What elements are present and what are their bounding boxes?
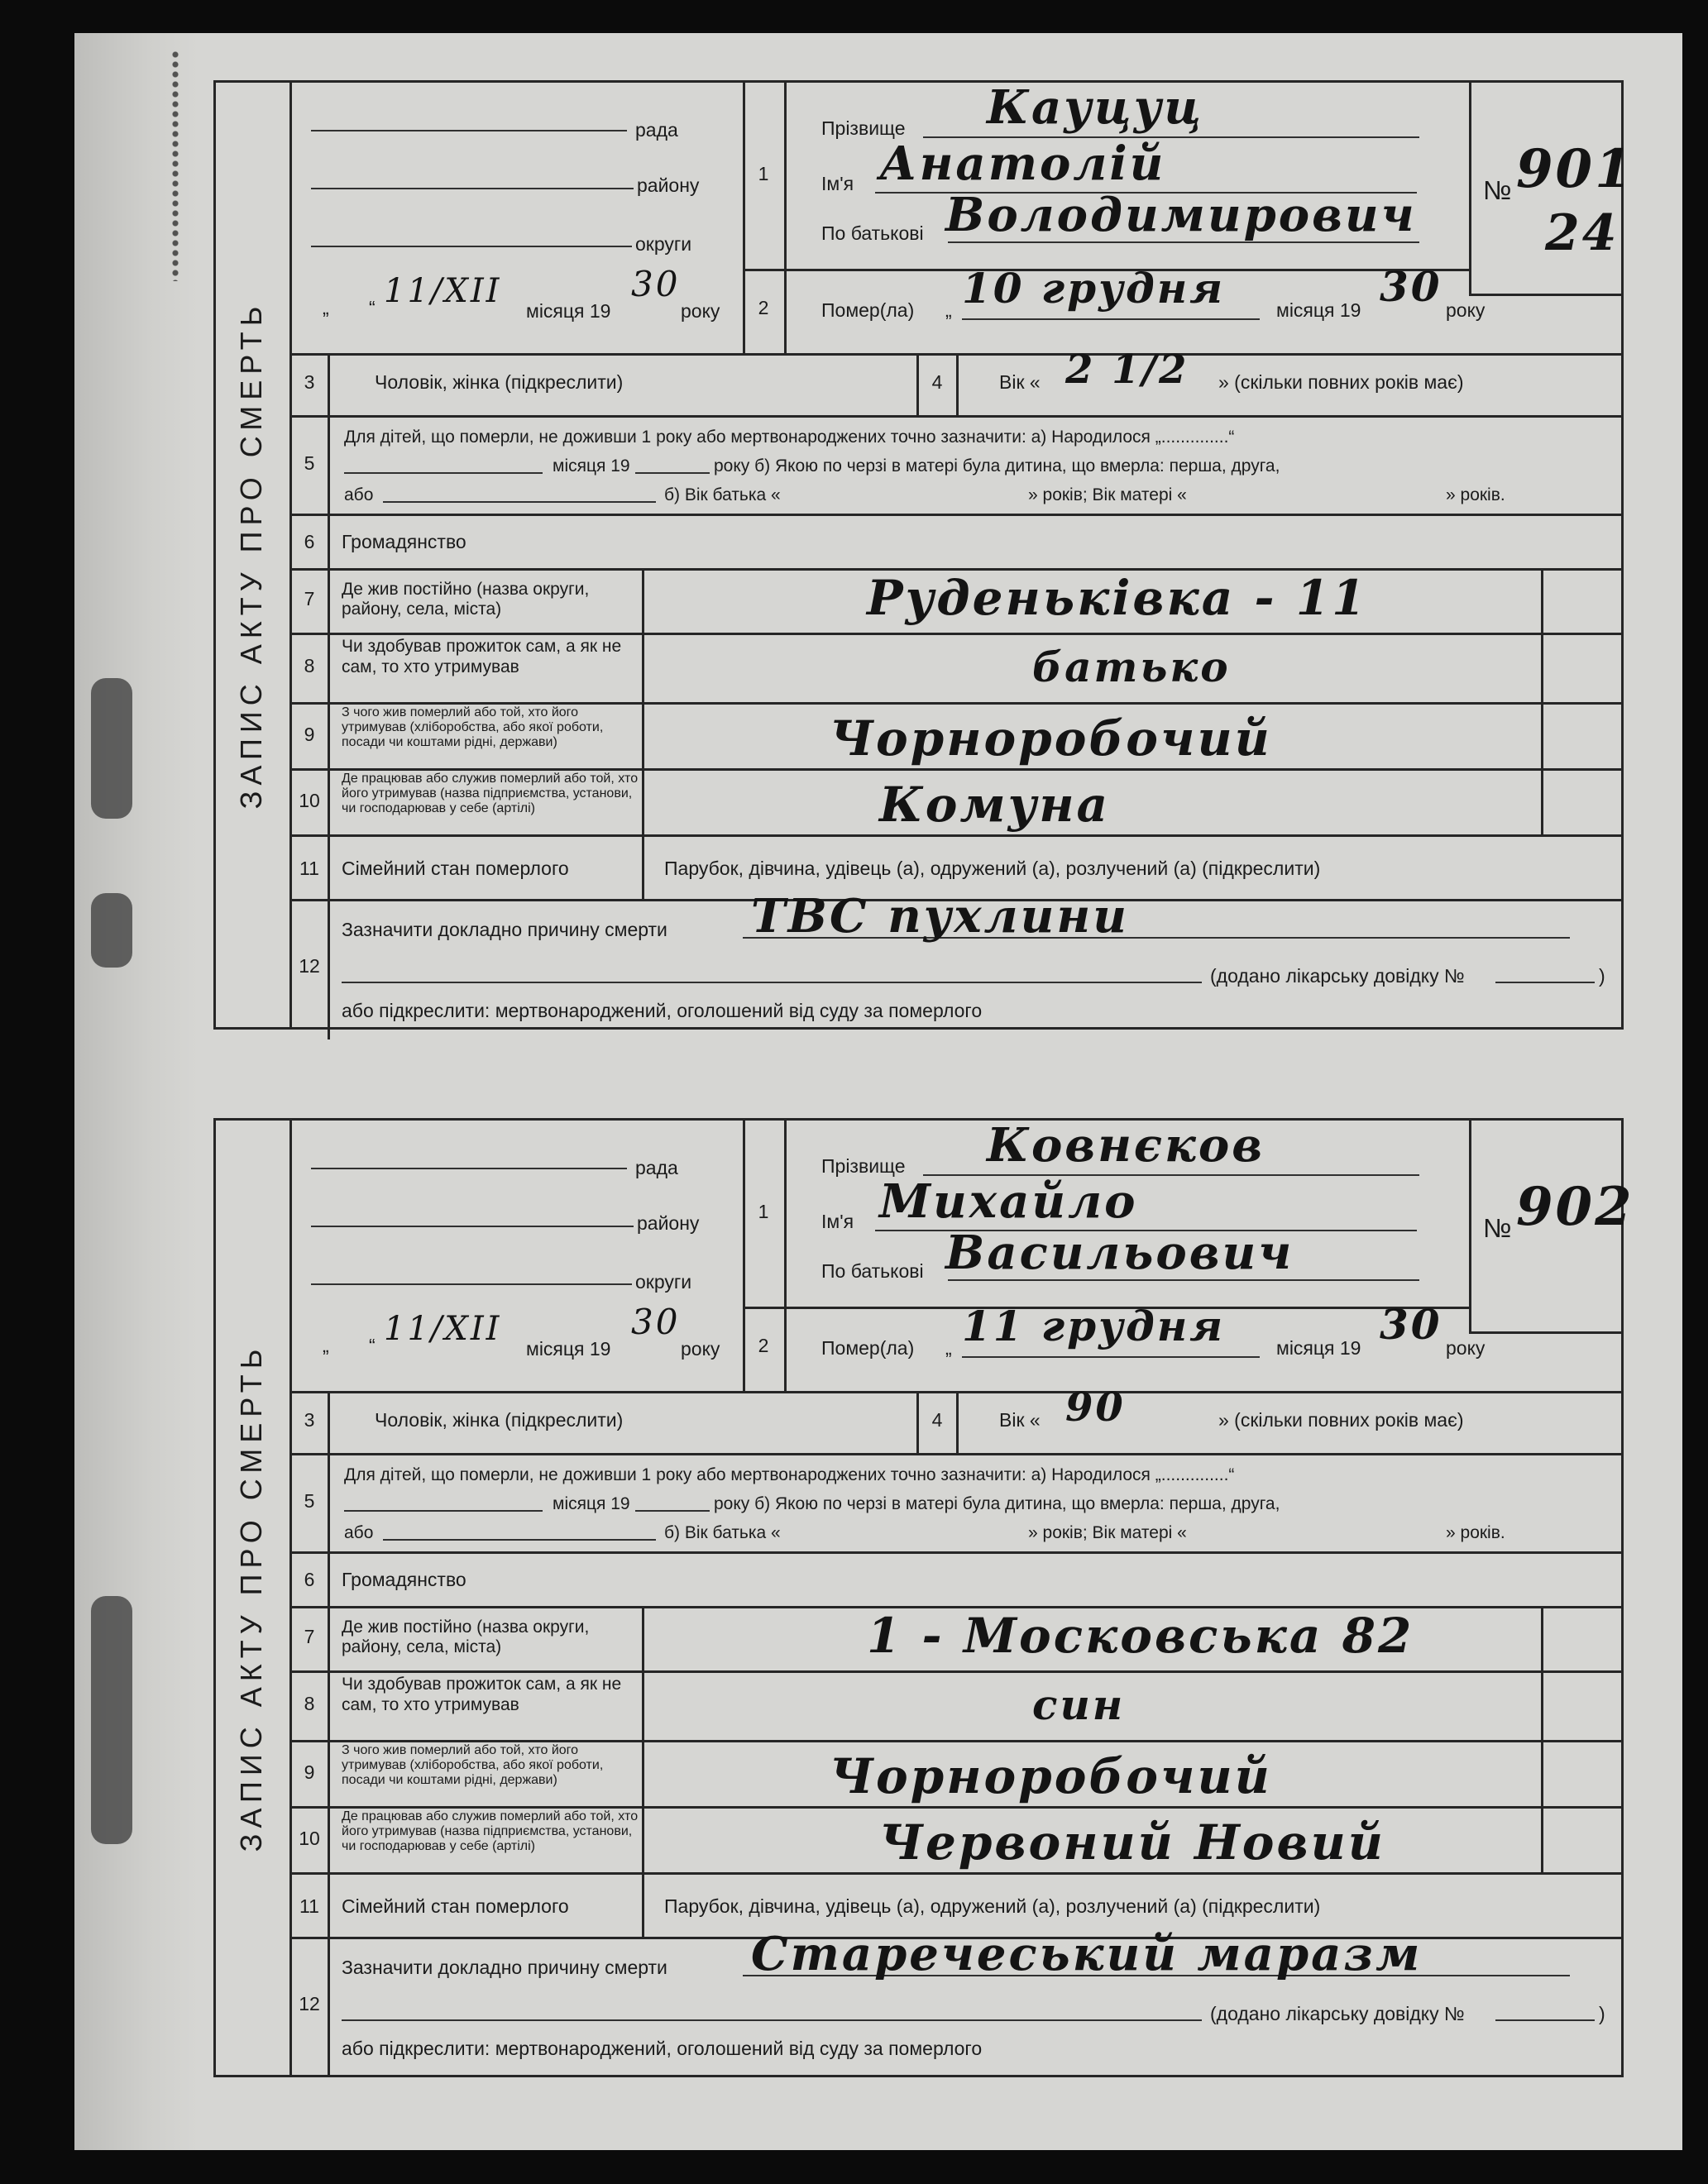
- sex-label: Чоловік, жінка (підкреслити): [375, 371, 624, 393]
- marital-label: Сімейний стан померлого: [342, 858, 569, 879]
- raion-label: району: [637, 174, 700, 196]
- residence-value: 1 - Московська 82: [867, 1608, 1414, 1664]
- surname-label: Прізвище: [821, 117, 906, 139]
- quote-open: „: [945, 299, 952, 321]
- age-value: 90: [1065, 1384, 1126, 1431]
- row-number: 10: [299, 1828, 320, 1849]
- divider: [642, 568, 644, 899]
- children-blank: [383, 1539, 656, 1541]
- divider: [1541, 568, 1543, 834]
- row-number: 12: [299, 1993, 320, 2014]
- divider: [784, 80, 787, 353]
- children-line-2a: місяця 19: [553, 1494, 630, 1513]
- sex-label: Чоловік, жінка (підкреслити): [375, 1409, 624, 1431]
- divider: [784, 1118, 787, 1391]
- residence-label: Де жив постійно (назва округи, району, села, міста): [342, 1618, 590, 1656]
- record-number-label: №: [1483, 175, 1512, 205]
- age-value: 2 1/2: [1065, 346, 1189, 393]
- certificate-label: (додано лікарську довідку №: [1210, 2003, 1465, 2024]
- row-number: 11: [299, 858, 319, 879]
- year-label: року: [681, 1338, 720, 1360]
- death-date-line: [962, 318, 1260, 320]
- support-label: Чи здобував прожиток сам, а як не сам, то хто утримував: [342, 1675, 622, 1714]
- livelihood-label: З чого жив померлий або той, хто його утримував (хліборобства, або якої роботи, посади чи коштами рідні, держави): [342, 1743, 604, 1787]
- first-name-value: Анатолій: [879, 136, 1166, 191]
- divider: [916, 353, 919, 415]
- certificate-label: (додано лікарську довідку №: [1210, 965, 1465, 987]
- patronymic-value: Васильович: [945, 1226, 1294, 1280]
- children-line-3a: або: [344, 485, 374, 504]
- first-name-label: Ім'я: [821, 173, 854, 194]
- divider: [743, 80, 745, 353]
- surname-value: Кауцуц: [987, 80, 1204, 135]
- citizenship-label: Громадянство: [342, 531, 466, 552]
- patronymic-value: Володимирович: [945, 188, 1417, 242]
- month-label: місяця 19: [526, 300, 611, 322]
- row-number: 6: [304, 531, 315, 552]
- row-number: 6: [304, 1569, 315, 1590]
- children-line-3a: або: [344, 1523, 374, 1542]
- row-number: 1: [758, 1201, 769, 1222]
- row-number: 12: [299, 955, 320, 977]
- damage-stain: [91, 678, 132, 819]
- children-line-2b: року б) Якою по черзі в матері була дитина, що вмерла: перша, друга,: [714, 456, 1280, 476]
- occupation-value: Чорноробочий: [830, 710, 1272, 767]
- patronymic-label: По батькові: [821, 1260, 924, 1282]
- month-label: місяця 19: [1276, 1337, 1361, 1359]
- divider: [642, 1606, 644, 1937]
- patronymic-label: По батькові: [821, 222, 924, 244]
- raion-line: [311, 1226, 634, 1227]
- cause-line-2: [342, 982, 1202, 983]
- registration-date: 11/XII: [384, 272, 502, 310]
- okrug-label: округи: [635, 233, 692, 255]
- row-number: 4: [931, 1409, 943, 1431]
- raion-line: [311, 188, 634, 189]
- divider: [956, 1391, 959, 1453]
- children-line-1: Для дітей, що померли, не доживши 1 року або мертвонароджених точно зазначити: а) Народилося „..............“: [344, 428, 1235, 447]
- death-year-value: 30: [1380, 1300, 1442, 1349]
- children-blank: [383, 501, 656, 503]
- divider: [1469, 80, 1471, 294]
- age-tail: » (скільки повних років має): [1218, 1409, 1464, 1431]
- divider: [1469, 1118, 1471, 1331]
- first-name-value: Михайло: [879, 1174, 1138, 1229]
- certificate-line: [1495, 2019, 1595, 2021]
- death-year-value: 30: [1380, 262, 1442, 311]
- record-number-value: 901: [1516, 138, 1634, 200]
- row-number: 5: [304, 1490, 315, 1512]
- divider: [289, 1806, 1624, 1809]
- workplace-value: Червоний Новий: [879, 1814, 1385, 1871]
- vertical-title: ЗАПИС АКТУ ПРО СМЕРТЬ: [213, 80, 292, 1030]
- row-number: 9: [304, 1761, 315, 1783]
- divider: [289, 633, 1624, 635]
- registration-year: 30: [631, 264, 681, 304]
- row-number: 7: [304, 588, 315, 609]
- workplace-label: Де працював або служив померлий або той, хто його утримував (назва підприємства, установи, чи господарював у себе (артілі): [342, 772, 639, 815]
- divider: [289, 415, 1624, 418]
- year-label: року: [1446, 1337, 1486, 1359]
- age-tail: » (скільки повних років має): [1218, 371, 1464, 393]
- vertical-title: ЗАПИС АКТУ ПРО СМЕРТЬ: [213, 1118, 292, 2077]
- occupation-value: Чорноробочий: [830, 1748, 1272, 1804]
- divider: [289, 1670, 1624, 1673]
- marital-options: Парубок, дівчина, удівець (а), одружений (а), розлучений (а) (підкреслити): [664, 1895, 1321, 1917]
- death-date-label: Помер(ла): [821, 1337, 915, 1359]
- month-label: місяця 19: [1276, 299, 1361, 321]
- divider: [1469, 294, 1624, 296]
- first-name-label: Ім'я: [821, 1211, 854, 1232]
- cause-label: Зазначити докладно причину смерти: [342, 919, 667, 940]
- row-number: 7: [304, 1626, 315, 1647]
- children-blank: [635, 1510, 710, 1512]
- damage-stain: [91, 1596, 132, 1844]
- year-label: року: [681, 300, 720, 322]
- certificate-close: ): [1599, 965, 1605, 987]
- row-number: 5: [304, 452, 315, 474]
- workplace-label: Де працював або служив померлий або той, хто його утримував (назва підприємства, установи, чи господарював у себе (артілі): [342, 1809, 639, 1853]
- children-blank: [635, 472, 710, 474]
- marital-label: Сімейний стан померлого: [342, 1895, 569, 1917]
- death-record-2: [213, 1118, 1634, 2077]
- support-value: батько: [1032, 643, 1231, 691]
- row-number: 3: [304, 1409, 315, 1431]
- certificate-line: [1495, 982, 1595, 983]
- cause-value: Старечеський маразм: [751, 1927, 1423, 1981]
- livelihood-label: З чого жив померлий або той, хто його утримував (хліборобства, або якої роботи, посади чи коштами рідні, держави): [342, 705, 604, 749]
- children-line-2a: місяця 19: [553, 456, 630, 476]
- divider: [289, 514, 1624, 516]
- quote-close: “: [369, 1335, 376, 1356]
- death-date-label: Помер(ла): [821, 299, 915, 321]
- residence-value: Руденьківка - 11: [867, 570, 1368, 626]
- row-number: 8: [304, 1693, 315, 1714]
- row-number: 8: [304, 655, 315, 676]
- rada-label: рада: [635, 119, 678, 141]
- divider: [916, 1391, 919, 1453]
- children-line-2b: року б) Якою по черзі в матері була дитина, що вмерла: перша, друга,: [714, 1494, 1280, 1513]
- surname-value: Ковнєков: [987, 1118, 1265, 1173]
- death-record-1: [213, 80, 1634, 1030]
- row-number: 4: [931, 371, 943, 393]
- divider: [956, 353, 959, 415]
- damage-stain: [91, 893, 132, 968]
- rada-label: рада: [635, 1157, 678, 1178]
- cause-label: Зазначити докладно причину смерти: [342, 1957, 667, 1978]
- divider: [289, 1453, 1624, 1455]
- support-label: Чи здобував прожиток сам, а як не сам, то хто утримував: [342, 637, 622, 676]
- children-line-3b: б) Вік батька «: [664, 1523, 781, 1542]
- workplace-value: Комуна: [879, 777, 1111, 833]
- row-number: 2: [758, 1335, 769, 1356]
- children-line-3d: » років.: [1446, 485, 1505, 504]
- record-number-value: 902: [1516, 1176, 1634, 1238]
- row-number: 1: [758, 163, 769, 184]
- okrug-line: [311, 246, 632, 247]
- support-value: син: [1032, 1680, 1126, 1729]
- row-number: 2: [758, 297, 769, 318]
- quote-open: „: [323, 297, 329, 318]
- binding-perforation: [170, 50, 181, 281]
- okrug-label: округи: [635, 1271, 692, 1293]
- registration-year: 30: [631, 1302, 681, 1342]
- divider: [328, 1391, 330, 2077]
- children-line-3d: » років.: [1446, 1523, 1505, 1542]
- divider: [289, 1872, 1624, 1875]
- rada-line: [311, 130, 627, 131]
- quote-open: „: [323, 1335, 329, 1356]
- divider: [289, 1740, 1624, 1742]
- quote-open: „: [945, 1337, 952, 1359]
- divider: [289, 1551, 1624, 1554]
- divider: [1469, 1331, 1624, 1334]
- okrug-line: [311, 1283, 632, 1285]
- quote-close: “: [369, 297, 376, 318]
- divider: [289, 702, 1624, 705]
- children-line-3c: » років; Вік матері «: [1028, 1523, 1187, 1542]
- alternative-label: або підкреслити: мертвонароджений, оголошений від суду за померлого: [342, 2038, 983, 2059]
- divider: [328, 353, 330, 1039]
- cause-value: ТВС пухлини: [751, 889, 1129, 944]
- surname-label: Прізвище: [821, 1155, 906, 1177]
- divider: [289, 768, 1624, 771]
- residence-label: Де жив постійно (назва округи, району, села, міста): [342, 580, 590, 619]
- divider: [743, 1118, 745, 1391]
- row-number: 3: [304, 371, 315, 393]
- divider: [1541, 1606, 1543, 1872]
- death-date-value: 10 грудня: [962, 264, 1225, 313]
- row-number: 10: [299, 790, 320, 811]
- rada-line: [311, 1168, 627, 1169]
- raion-label: району: [637, 1212, 700, 1234]
- citizenship-label: Громадянство: [342, 1569, 466, 1590]
- death-date-line: [962, 1356, 1260, 1358]
- children-blank: [344, 472, 543, 474]
- record-number-label: №: [1483, 1213, 1512, 1243]
- year-label: року: [1446, 299, 1486, 321]
- children-line-1: Для дітей, що померли, не доживши 1 року або мертвонароджених точно зазначити: а) Народилося „..............“: [344, 1465, 1235, 1484]
- registration-date: 11/XII: [384, 1310, 502, 1348]
- row-number: 11: [299, 1895, 319, 1917]
- record-number-extra: 24: [1545, 204, 1619, 262]
- alternative-label: або підкреслити: мертвонароджений, оголошений від суду за померлого: [342, 1000, 983, 1021]
- children-line-3b: б) Вік батька «: [664, 485, 781, 504]
- age-label: Вік «: [999, 371, 1041, 393]
- cause-line-2: [342, 2019, 1202, 2021]
- marital-options: Парубок, дівчина, удівець (а), одружений (а), розлучений (а) (підкреслити): [664, 858, 1321, 879]
- divider: [289, 834, 1624, 837]
- certificate-close: ): [1599, 2003, 1605, 2024]
- death-date-value: 11 грудня: [962, 1302, 1225, 1350]
- children-blank: [344, 1510, 543, 1512]
- children-line-3c: » років; Вік матері «: [1028, 485, 1187, 504]
- month-label: місяця 19: [526, 1338, 611, 1360]
- row-number: 9: [304, 724, 315, 745]
- age-label: Вік «: [999, 1409, 1041, 1431]
